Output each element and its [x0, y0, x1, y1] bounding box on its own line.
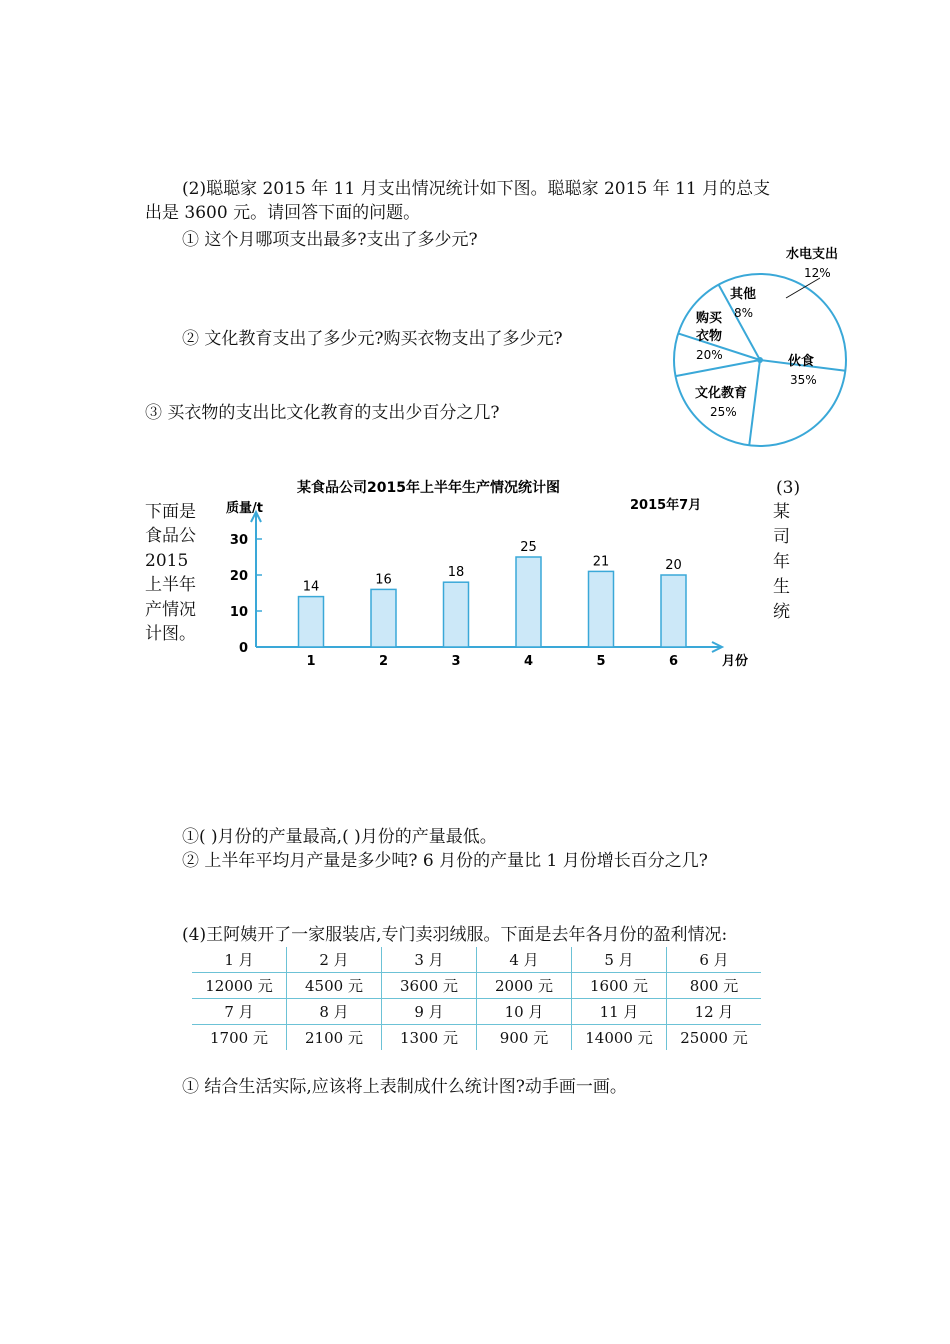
- x-tick-label: 2: [378, 654, 389, 669]
- pie-label-education: 文化教育: [695, 386, 748, 401]
- expense-pie-chart: [668, 240, 868, 450]
- pie-pct-clothing: 20%: [696, 348, 723, 362]
- table-cell: 2 月: [287, 947, 382, 973]
- q3-left-line-2: 食品公: [145, 526, 196, 546]
- pie-pct-other: 8%: [734, 306, 754, 320]
- q3-left-line-4: 上半年: [145, 575, 196, 595]
- bar-month-1: [299, 597, 324, 647]
- pie-slice-boundary: [749, 360, 760, 445]
- bar-month-3: [444, 582, 469, 647]
- bar-value-label: 21: [592, 554, 610, 570]
- table-cell: 4500 元: [287, 973, 382, 999]
- table-cell: 1600 元: [572, 973, 667, 999]
- pie-slice-boundary: [676, 360, 760, 376]
- table-cell: 6 月: [667, 947, 762, 973]
- q3-sub1: ①( )月份的产量最高,( )月份的产量最低。: [182, 827, 497, 847]
- q4-sub1: ① 结合生活实际,应该将上表制成什么统计图?动手画一画。: [182, 1077, 627, 1097]
- x-tick-label: 1: [306, 654, 316, 669]
- table-cell: 5 月: [572, 947, 667, 973]
- table-row: [192, 947, 761, 973]
- q2-sub1: ① 这个月哪项支出最多?支出了多少元?: [182, 230, 478, 250]
- y-tick-label: 10: [229, 605, 248, 620]
- bar-value-label: 14: [302, 579, 320, 595]
- q3-vchar-4: 生: [773, 577, 790, 597]
- pie-label-utilities: 水电支出: [786, 247, 839, 262]
- chart-date-note: 2015年7月: [630, 498, 702, 513]
- y-tick-label: 30: [229, 533, 248, 548]
- bar-value-label: 18: [447, 565, 465, 581]
- q4-intro: (4)王阿姨开了一家服装店,专门卖羽绒服。下面是去年各月份的盈利情况:: [182, 925, 728, 945]
- q3-label: (3): [776, 478, 801, 498]
- q3-vchar-2: 司: [773, 527, 790, 547]
- bar-month-6: [661, 575, 686, 647]
- bar-value-label: 20: [665, 558, 682, 573]
- table-row: [192, 973, 761, 999]
- bar-month-5: [589, 571, 614, 647]
- pie-center-dot: [757, 357, 763, 363]
- table-row: [192, 999, 761, 1025]
- x-tick-label: 5: [596, 654, 606, 669]
- table-cell: 3 月: [382, 947, 477, 973]
- table-cell: 7 月: [192, 999, 287, 1025]
- bar-month-4: [516, 557, 541, 647]
- chart-title: 某食品公司2015年上半年生产情况统计图: [297, 480, 560, 496]
- production-bar-chart: [222, 472, 767, 672]
- table-cell: 1700 元: [192, 1025, 287, 1051]
- bar-value-label: 16: [375, 572, 392, 588]
- profit-table: [192, 947, 761, 1050]
- pie-pct-food: 35%: [790, 373, 817, 387]
- table-cell: 800 元: [667, 973, 762, 999]
- table-cell: 2100 元: [287, 1025, 382, 1051]
- q3-vchar-3: 年: [773, 552, 790, 572]
- x-tick-label: 3: [451, 654, 461, 669]
- table-cell: 25000 元: [680, 1029, 748, 1047]
- y-tick-label: 0: [238, 641, 248, 656]
- q2-intro-line1: (2)聪聪家 2015 年 11 月支出情况统计如下图。聪聪家 2015 年 11 月的总支: [182, 179, 771, 199]
- table-cell: 12000 元: [192, 973, 287, 999]
- table-cell: 8 月: [287, 999, 382, 1025]
- table-cell: 2000 元: [477, 973, 572, 999]
- pie-label-clothing-2: 衣物: [696, 329, 723, 344]
- pie-label-other: 其他: [730, 287, 757, 302]
- q3-left-line-1: 下面是: [145, 502, 196, 522]
- q2-sub2: ② 文化教育支出了多少元?购买衣物支出了多少元?: [182, 329, 563, 349]
- pie-label-clothing-1: 购买: [696, 311, 723, 326]
- q3-left-line-6: 计图。: [145, 624, 196, 644]
- q2-sub3: ③ 买衣物的支出比文化教育的支出少百分之几?: [145, 403, 500, 423]
- table-cell: 4 月: [477, 947, 572, 973]
- bar-month-2: [371, 589, 396, 647]
- bar-value-label: 25: [520, 540, 537, 555]
- table-row: [192, 1025, 761, 1051]
- table-cell: 1300 元: [382, 1025, 477, 1051]
- table-cell: 10 月: [477, 999, 572, 1025]
- pie-pct-utilities: 12%: [804, 266, 831, 280]
- x-tick-label: 6: [668, 654, 679, 669]
- table-cell: 1 月: [192, 947, 287, 973]
- q3-left-line-3: 2015: [145, 551, 189, 571]
- q3-vchar-5: 统: [773, 602, 790, 622]
- x-tick-label: 4: [523, 654, 534, 669]
- table-cell: 14000 元: [572, 1025, 667, 1051]
- table-cell: 3600 元: [382, 973, 477, 999]
- table-cell: 900 元: [477, 1025, 572, 1051]
- pie-pct-education: 25%: [710, 405, 737, 419]
- table-cell: 9 月: [382, 999, 477, 1025]
- q3-left-line-5: 产情况: [145, 600, 196, 620]
- q3-sub2: ② 上半年平均月产量是多少吨? 6 月份的产量比 1 月份增长百分之几?: [182, 851, 708, 871]
- y-tick-label: 20: [229, 569, 248, 584]
- chart-ylabel: 质量/t: [226, 501, 263, 516]
- expense-pie-svg: [668, 240, 868, 450]
- chart-xlabel: 月份: [722, 654, 749, 669]
- table-cell: 12 月: [667, 999, 762, 1025]
- production-bar-svg: [222, 472, 767, 672]
- q3-vchar-1: 某: [773, 502, 790, 522]
- pie-label-food: 伙食: [788, 354, 815, 369]
- table-cell: 11 月: [572, 999, 667, 1025]
- q2-intro-line2: 出是 3600 元。请回答下面的问题。: [145, 203, 421, 223]
